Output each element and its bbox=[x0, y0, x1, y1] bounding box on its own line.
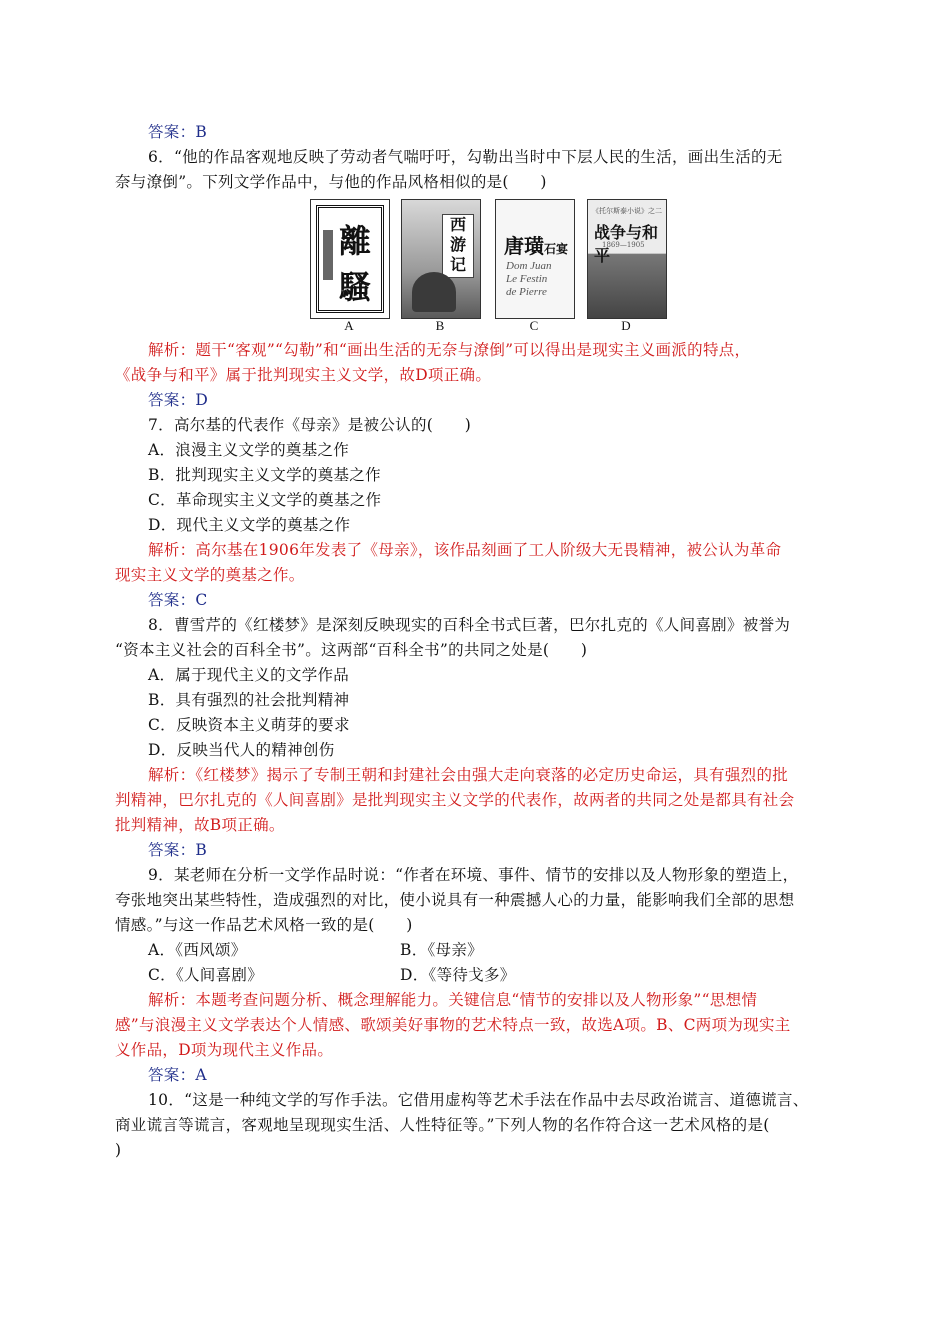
option-line: D．现代主义文学的奠基之作 bbox=[148, 516, 351, 534]
option-line: D．反映当代人的精神创伤 bbox=[148, 741, 335, 759]
option-line: A．浪漫主义文学的奠基之作 bbox=[148, 441, 350, 459]
question-7: 7．高尔基的代表作《母亲》是被公认的( ) bbox=[148, 416, 472, 434]
question-10: 10．“这是一种纯文学的写作手法。它借用虚构等艺术手法在作品中去尽政治谎言、道德谎言、 bbox=[148, 1091, 809, 1109]
question-10-cont: 商业谎言等谎言，客观地呈现现实生活、人性特征等。”下列人物的名作符合这一艺术风格的是( bbox=[115, 1116, 770, 1134]
option-c: C．《人间喜剧》 bbox=[148, 966, 264, 984]
option-line: B．批判现实主义文学的奠基之作 bbox=[148, 466, 381, 484]
explanation-line: 解析：题干“客观”“勾勒”和“画出生活的无奈与潦倒”可以得出是现实主义画派的特点， bbox=[148, 341, 751, 359]
option-row bbox=[148, 938, 878, 963]
explanation-line: 现实主义文学的奠基之作。 bbox=[115, 566, 305, 584]
question-9: 9．某老师在分析一文学作品时说：“作者在环境、事件、情节的安排以及人物形象的塑造上， bbox=[148, 866, 799, 884]
option-line: A．属于现代主义的文学作品 bbox=[148, 666, 350, 684]
explanation-line: 感”与浪漫主义文学表达个人情感、歌颂美好事物的艺术特点一致，故选A项。B、C两项为现实主 bbox=[115, 1016, 791, 1034]
explanation-line: 批判精神，故B项正确。 bbox=[115, 816, 285, 834]
book-label-c: C bbox=[529, 318, 539, 333]
book-cover-c: 唐璜石宴 Dom Juan Le Festin de Pierre bbox=[495, 199, 575, 319]
option-d: D．《等待戈多》 bbox=[400, 966, 516, 984]
answer-line: 答案：D bbox=[148, 391, 209, 409]
question-10-cont: ) bbox=[115, 1141, 122, 1159]
option-row bbox=[148, 963, 878, 988]
explanation-line: 解析：本题考查问题分析、概念理解能力。关键信息“情节的安排以及人物形象”“思想情 bbox=[148, 991, 758, 1009]
explanation-line: 解析：高尔基在1906年发表了《母亲》，该作品刻画了工人阶级大无畏精神，被公认为革命 bbox=[148, 541, 782, 559]
option-a: A．《西风颂》 bbox=[148, 941, 247, 959]
question-6: 6．“他的作品客观地反映了劳动者气喘吁吁，勾勒出当时中下层人民的生活，画出生活的无 bbox=[148, 148, 783, 166]
option-line: B．具有强烈的社会批判精神 bbox=[148, 691, 350, 709]
answer-line: 答案：A bbox=[148, 1066, 207, 1084]
book-cover-options bbox=[310, 199, 662, 334]
explanation-line: 《战争与和平》属于批判现实主义文学，故D项正确。 bbox=[115, 366, 492, 384]
question-9-cont: 夸张地突出某些特性，造成强烈的对比，使小说具有一种震撼人心的力量，能影响我们全部的思想 bbox=[115, 891, 795, 909]
book-label-a: A bbox=[344, 318, 354, 333]
answer-line: 答案：C bbox=[148, 591, 208, 609]
question-9-cont: 情感。”与这一作品艺术风格一致的是( ) bbox=[115, 916, 413, 934]
book-cover-a: 離 騷 bbox=[310, 199, 390, 319]
question-6-cont: 奈与潦倒”。下列文学作品中，与他的作品风格相似的是( ) bbox=[115, 173, 547, 191]
book-cover-d: 《托尔斯泰小说》之二 战争与和平 1869—1905 bbox=[587, 199, 667, 319]
explanation-line: 义作品，D项为现代主义作品。 bbox=[115, 1041, 334, 1059]
question-8: 8．曹雪芹的《红楼梦》是深刻反映现实的百科全书式巨著，巴尔扎克的《人间喜剧》被誉为 bbox=[148, 616, 791, 634]
explanation-line: 判精神，巴尔扎克的《人间喜剧》是批判现实主义文学的代表作，故两者的共同之处是都具有社会 bbox=[115, 791, 795, 809]
option-line: C．反映资本主义萌芽的要求 bbox=[148, 716, 350, 734]
option-line: C．革命现实主义文学的奠基之作 bbox=[148, 491, 382, 509]
explanation-line: 解析：《红楼梦》揭示了专制王朝和封建社会由强大走向衰落的必定历史命运，具有强烈的批 bbox=[148, 766, 789, 784]
book-label-d: D bbox=[621, 318, 631, 333]
book-cover-b: 西游记 bbox=[401, 199, 481, 319]
answer-line: 答案：B bbox=[148, 841, 208, 859]
question-8-cont: “资本主义社会的百科全书”。这两部“百科全书”的共同之处是( ) bbox=[115, 641, 588, 659]
book-label-b: B bbox=[435, 318, 445, 333]
answer-line: 答案：B bbox=[148, 123, 208, 141]
option-b: B．《母亲》 bbox=[400, 941, 483, 959]
